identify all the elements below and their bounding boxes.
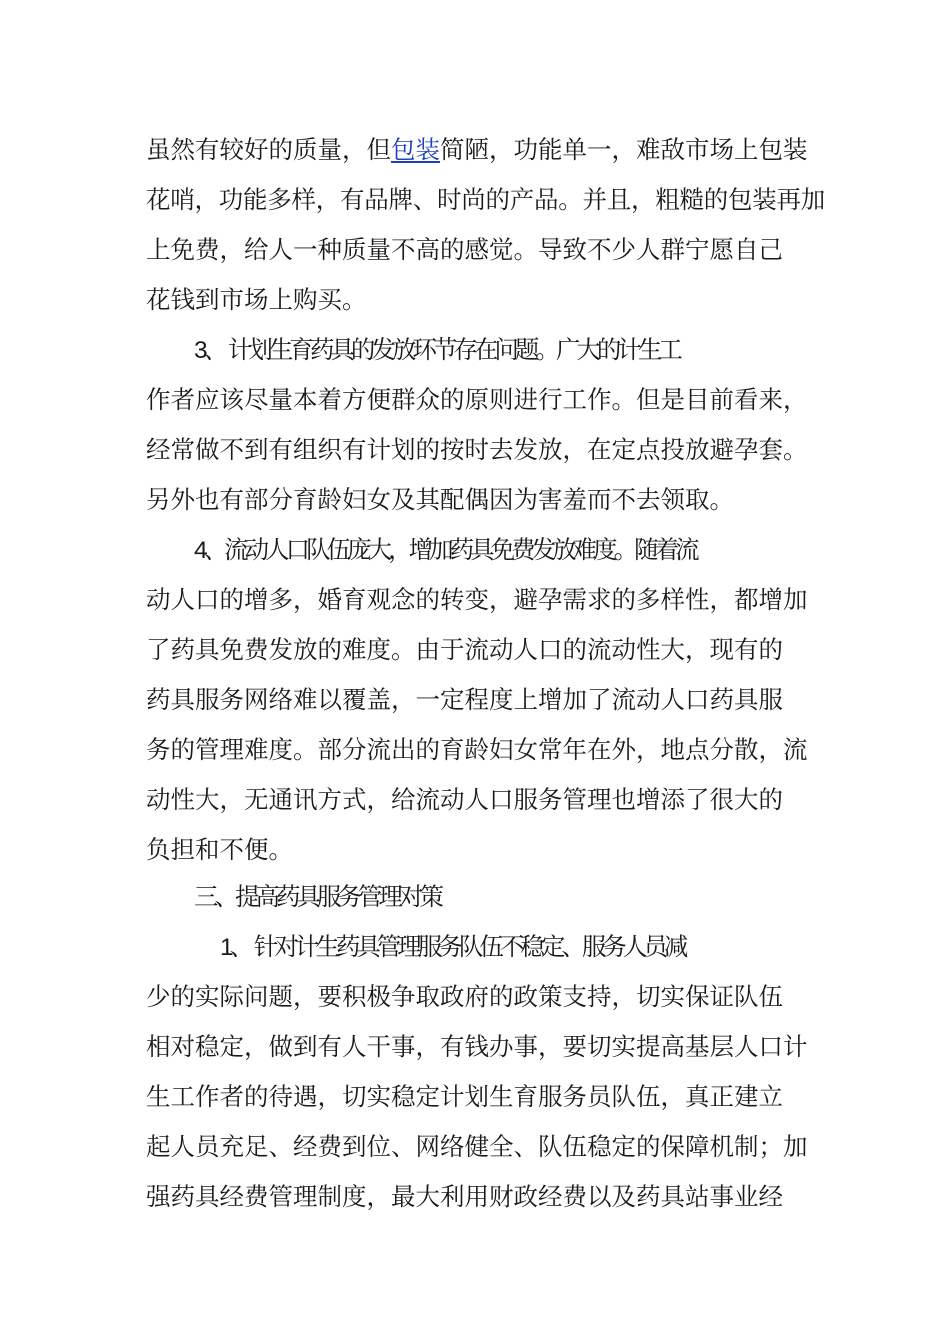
text-line: 上免费，给人一种质量不高的感觉。导致不少人群宁愿自己 bbox=[146, 235, 783, 264]
text-line: 药具服务网络难以覆盖，一定程度上增加了流动人口药具服 bbox=[146, 685, 783, 714]
packaging-link[interactable]: 包装 bbox=[391, 135, 440, 164]
point-number: 3、 bbox=[194, 337, 225, 364]
text-fragment: 简陋，功能单一，难敌市场上包装 bbox=[440, 135, 808, 164]
point-number: 1、 bbox=[220, 934, 251, 961]
text-line: 动人口的增多，婚育观念的转变，避孕需求的多样性，都增加 bbox=[146, 585, 808, 614]
text-line: 负担和不便。 bbox=[146, 835, 293, 864]
point-3-first-line bbox=[194, 330, 874, 370]
text-line: 起人员充足、经费到位、网络健全、队伍稳定的保障机制；加 bbox=[146, 1132, 808, 1161]
text-fragment: 流动人口队伍庞大，增加药具免费发放难度。随着流 bbox=[224, 535, 696, 564]
text-line: 花哨，功能多样，有品牌、时尚的产品。并且，粗糙的包装再加 bbox=[146, 185, 825, 214]
text-line: 务的管理难度。部分流出的育龄妇女常年在外，地点分散，流 bbox=[146, 735, 808, 764]
text-fragment: 虽然有较好的质量，但 bbox=[146, 135, 391, 164]
text-line: 作者应该尽量本着方便群众的原则进行工作。但是目前看来， bbox=[146, 385, 808, 414]
text-line bbox=[146, 130, 826, 170]
point-number: 4、 bbox=[194, 537, 225, 564]
text-line: 生工作者的待遇，切实稳定计划生育服务员队伍，真正建立 bbox=[146, 1082, 783, 1111]
text-line: 少的实际问题，要积极争取政府的政策支持，切实保证队伍 bbox=[146, 982, 783, 1011]
text-line: 花钱到市场上购买。 bbox=[146, 285, 367, 314]
text-line: 经常做不到有组织有计划的按时去发放，在定点投放避孕套。 bbox=[146, 435, 808, 464]
text-line: 动性大，无通讯方式，给流动人口服务管理也增添了很大的 bbox=[146, 785, 783, 814]
text-line: 相对稳定，做到有人干事，有钱办事，要切实提高基层人口计 bbox=[146, 1032, 808, 1061]
section-heading: 三、提高药具服务管理对策 bbox=[194, 882, 440, 911]
measure-1-first-line bbox=[220, 927, 900, 967]
text-line: 强药具经费管理制度，最大利用财政经费以及药具站事业经 bbox=[146, 1182, 783, 1211]
text-fragment: 计划生育药具的发放环节存在问题。广大的计生工 bbox=[224, 335, 679, 364]
text-fragment: 针对计生药具管理服务队伍不稳定、服务人员减 bbox=[250, 932, 685, 961]
text-line: 另外也有部分育龄妇女及其配偶因为害羞而不去领取。 bbox=[146, 485, 734, 514]
text-line: 了药具免费发放的难度。由于流动人口的流动性大，现有的 bbox=[146, 635, 783, 664]
point-4-first-line bbox=[194, 530, 874, 570]
